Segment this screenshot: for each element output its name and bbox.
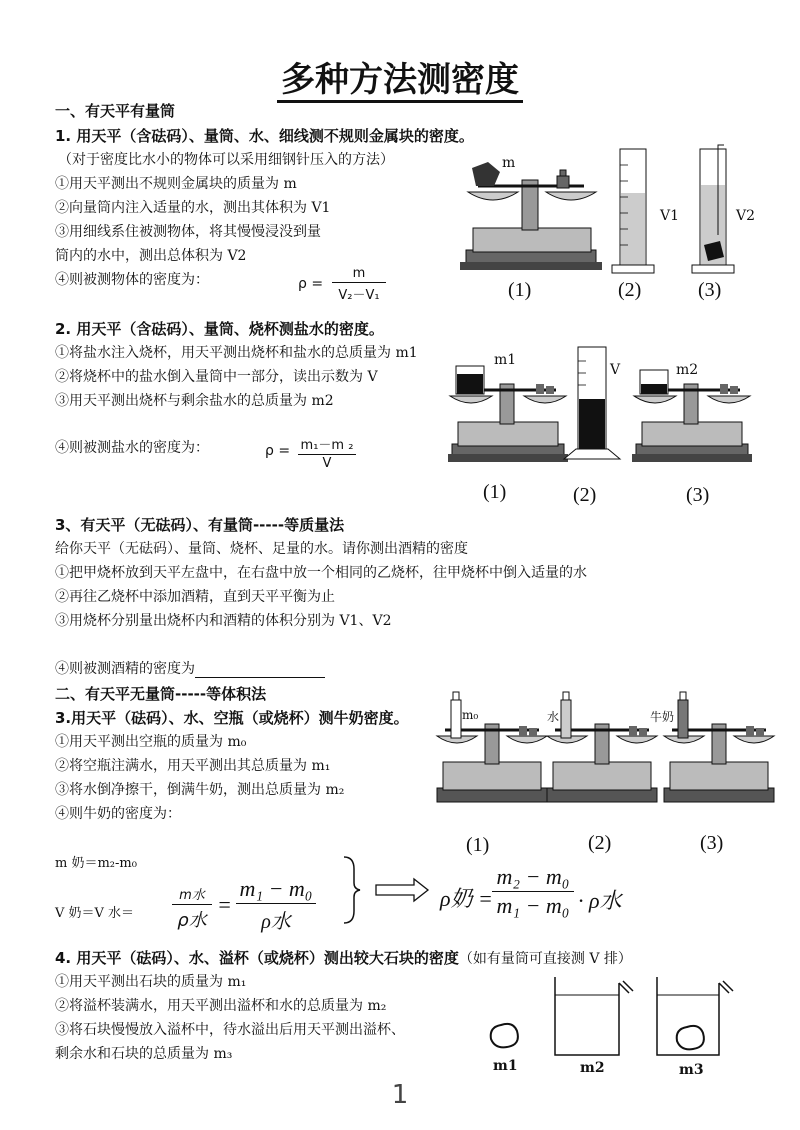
- method-2-title: 2. 用天平（含砝码）、量筒、烧杯测盐水的密度。: [55, 320, 384, 338]
- method-s2-3-step: ③将水倒净擦干，倒满牛奶，测出总质量为 m₂: [55, 782, 345, 798]
- stone-label-m1: m1: [493, 1058, 518, 1074]
- method-s2-3-step: ④则牛奶的密度为：: [55, 806, 181, 822]
- method-3-step: ③用烧杯分别量出烧杯内和酒精的体积分别为 V1、V2: [55, 613, 392, 629]
- method-3-title: 3、有天平（无砝码）、有量筒-----等质量法: [55, 516, 345, 534]
- fig1-caption-2: (2): [618, 279, 642, 301]
- fig2-caption-3: (3): [686, 484, 710, 506]
- fig1-mass-label: m: [502, 155, 516, 171]
- result-fraction-num: m₂ − m₀: [496, 864, 570, 889]
- method-1-step: ③用细线系住被测物体，将其慢慢浸没到量: [55, 224, 321, 240]
- bottle-label-m0: m₀: [462, 708, 479, 722]
- stone-figure: [485, 975, 745, 1065]
- fig2-v-label: V: [610, 362, 621, 378]
- mid-fraction-num: m₁ − m₀: [239, 876, 313, 901]
- bottle-label-milk: 牛奶: [650, 710, 675, 724]
- formula-fraction: [298, 434, 356, 471]
- formula-numerator: m: [352, 266, 366, 281]
- method-4-step: 剩余水和石块的总质量为 m₃: [55, 1046, 233, 1062]
- section-heading-2: 二、有天平无量筒-----等体积法: [55, 685, 267, 703]
- mass-equation: m 奶＝m₂-m₀: [55, 856, 137, 871]
- method-s2-3-step: ①用天平测出空瓶的质量为 m₀: [55, 734, 247, 750]
- balance-bottle-1: [433, 690, 551, 815]
- method-1-step: 筒内的水中，测出总体积为 V2: [55, 248, 247, 264]
- result-fraction-den: m₁ − m₀: [496, 893, 570, 918]
- formula-numerator: m₁－m ₂: [300, 438, 354, 453]
- brace-and-arrow: [342, 855, 432, 925]
- method-2-step: ①将盐水注入烧杯，用天平测出烧杯和盐水的总质量为 m1: [55, 345, 418, 361]
- balance-figure-1: [458, 150, 608, 280]
- method-2-step: ③用天平测出烧杯与剩余盐水的总质量为 m2: [55, 393, 334, 409]
- method-4-note: （如有量筒可直接测 V 排）: [458, 951, 632, 967]
- balance-bottle-2: [543, 690, 661, 815]
- method-1-step: ④则被测物体的密度为：: [55, 272, 209, 288]
- method-2-step: ②将烧杯中的盐水倒入量筒中一部分，读出示数为 V: [55, 369, 378, 385]
- cylinder-v1: [608, 145, 658, 275]
- method-1-step: ②向量筒内注入适量的水，测出其体积为 V1: [55, 200, 331, 216]
- method-1-step: ①用天平测出不规则金属块的质量为 m: [55, 176, 297, 192]
- method-4-step: ③将石块慢慢放入溢杯中，待水溢出后用天平测出溢杯、: [55, 1022, 405, 1038]
- method-4-step: ②将溢杯装满水，用天平测出溢杯和水的总质量为 m₂: [55, 998, 387, 1014]
- formula-denominator: V₂－V₁: [338, 288, 380, 303]
- formula-lhs: ρ =: [265, 443, 291, 459]
- section-heading-1: 一、有天平有量筒: [55, 102, 176, 120]
- cylinder-v2: [688, 145, 738, 275]
- method-s2-3-step: ②将空瓶注满水，用天平测出其总质量为 m₁: [55, 758, 331, 774]
- formula-fraction: [332, 266, 386, 303]
- page-number: 1: [391, 1080, 409, 1110]
- fig3-caption-2: (2): [588, 832, 612, 854]
- stone-label-m3: m3: [679, 1062, 704, 1078]
- fig2-m2-label: m2: [676, 362, 699, 378]
- method-3-step: ②再往乙烧杯中添加酒精，直到天平平衡为止: [55, 589, 335, 605]
- fig1-v1-label: V1: [660, 208, 680, 224]
- method-3-step: ①把甲烧杯放到天平左盘中，在右盘中放一个相同的乙烧杯，往甲烧杯中倒入适量的水: [55, 565, 587, 581]
- balance-bottle-3: [660, 690, 778, 815]
- fig2-m1-label: m1: [494, 352, 517, 368]
- bottle-label-water: 水: [547, 710, 560, 724]
- fig1-caption-3: (3): [698, 279, 722, 301]
- small-fraction-den: ρ水: [177, 910, 207, 931]
- fig1-v2-label: V2: [736, 208, 756, 224]
- small-fraction: [172, 884, 212, 932]
- cylinder-v: [562, 343, 622, 463]
- page-title: 多种方法测密度: [0, 52, 800, 101]
- fig1-caption-1: (1): [508, 279, 532, 301]
- method-3-step: 给你天平（无砝码）、量筒、烧杯、足量的水。请你测出酒精的密度: [55, 541, 468, 557]
- fig2-caption-1: (1): [483, 481, 507, 503]
- mid-fraction: [236, 876, 316, 934]
- method-s2-3-title: 3.用天平（砝码）、水、空瓶（或烧杯）测牛奶密度。: [55, 709, 409, 727]
- result-fraction: [492, 864, 574, 919]
- volume-equation: V 奶＝V 水＝: [55, 906, 135, 921]
- answer-blank[interactable]: [195, 663, 325, 678]
- small-fraction-num: m水: [179, 888, 205, 903]
- method-3-answer: ④则被测酒精的密度为: [55, 658, 325, 678]
- formula-lhs: ρ =: [298, 276, 324, 292]
- method-2-step: ④则被测盐水的密度为：: [55, 440, 209, 456]
- method-1-note: （对于密度比水小的物体可以采用细钢针压入的方法）: [58, 152, 394, 168]
- method-4-step: ①用天平测出石块的质量为 m₁: [55, 974, 247, 990]
- mid-fraction-den: ρ水: [261, 911, 291, 933]
- method-1-title: 1. 用天平（含砝码）、量筒、水、细线测不规则金属块的密度。: [55, 127, 474, 145]
- fig3-caption-1: (1): [466, 834, 490, 856]
- formula-denominator: V: [322, 456, 332, 471]
- balance-figure-2a: [446, 360, 571, 470]
- stone-label-m2: m2: [580, 1060, 605, 1076]
- fig2-caption-2: (2): [573, 484, 597, 506]
- method-4-title: 4. 用天平（砝码）、水、溢杯（或烧杯）测出较大石块的密度（如有量筒可直接测 V 排）: [55, 949, 632, 967]
- fig3-caption-3: (3): [700, 832, 724, 854]
- result-rhs: · ρ水: [578, 888, 622, 913]
- equals-sign: =: [217, 892, 232, 917]
- result-lhs: ρ奶 =: [440, 886, 493, 911]
